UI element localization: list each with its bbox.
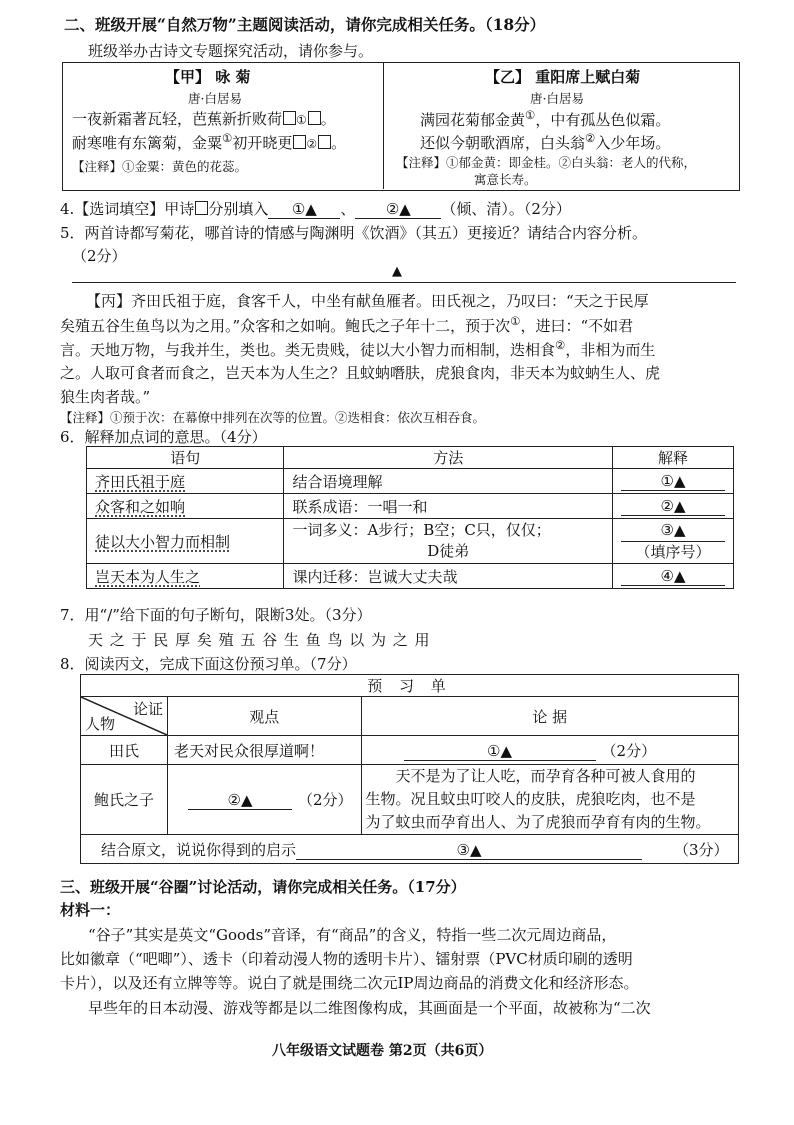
section3-p1-line2: 比如徽章（“吧唧”）、透卡（印着动漫人物的透明卡片）、镭射票（PVC材质印刷的透明	[60, 950, 633, 968]
passage-c-line3-a: 言。天地万物，与我并生，类也。类无贵贱，徒以大小智力而相制，迭相食	[60, 341, 556, 359]
q4-prefix: 4.【选词填空】甲诗	[60, 200, 195, 218]
poem-b-line1	[420, 108, 670, 130]
q8-row2-view[interactable]	[168, 765, 362, 835]
blank-box-icon	[283, 111, 296, 125]
q7-sentence[interactable]: 天 之 于 民 厚 矣 殖 五 谷 生 鱼 鸟 以 为 之 用	[88, 631, 431, 649]
blank-box-icon	[293, 135, 306, 149]
passage-c-line3-b: ，非相为而生	[565, 341, 656, 359]
question-4	[60, 198, 571, 219]
passage-c-line5: 狼生肉者哉。”	[60, 388, 151, 406]
q8-corner-top: 论证	[132, 700, 163, 718]
poem-b-title: 【乙】 重阳席上赋白菊	[485, 68, 641, 86]
q6-answer[interactable]: ④▲	[613, 564, 734, 589]
q4-blank-1[interactable]: ①▲	[268, 200, 340, 219]
poem-b-line2-b: 入少年场。	[595, 134, 671, 152]
q8-row1-view: 老天对民众很厚道啊！	[168, 736, 362, 765]
q6-answer[interactable]: ③▲ （填序号）	[613, 519, 734, 564]
poem-a-mark1: ①	[296, 113, 307, 127]
q6-header-method: 方法	[284, 447, 613, 469]
q6-sentence: 众客和之如响	[87, 494, 284, 519]
blank-box-icon	[308, 111, 321, 125]
q6-header-answer: 解释	[613, 447, 734, 469]
passage-c-line3-note: ②	[555, 338, 566, 352]
page-footer: 八年级语文试题卷 第2页（共6页）	[272, 1043, 493, 1059]
q8-blank-3[interactable]: ③▲	[296, 841, 642, 860]
poem-b-line2-a: 还似今朝歌酒席，白头翁	[420, 134, 586, 152]
q8-blank-2[interactable]: ②▲	[188, 791, 292, 810]
q6-table	[86, 446, 734, 589]
passage-c-line2-b: ，进曰：“不如君	[520, 317, 634, 335]
section3-material-label: 材料一：	[60, 901, 121, 919]
q6-method: 课内迁移：岂诚大丈夫哉	[284, 564, 613, 589]
section2-intro: 班级举办古诗文专题探究活动，请你参与。	[88, 42, 374, 60]
poem-a-line1-text: 一夜新霜著瓦轻，芭蕉新折败荷	[72, 110, 283, 128]
q4-mid: 分别填入	[208, 200, 269, 218]
q8-row2-evidence: 天不是为了让人吃，而孕育各种可被人食用的 生物。况且蚊虫叮咬人的皮肤，虎狼吃肉，也不是 为了蚊虫而孕育出人、为了虎狼而孕育有肉的生物。	[361, 765, 738, 835]
table-row	[81, 835, 739, 864]
q8-row1-evidence[interactable]	[361, 736, 738, 765]
question-8-title: 8．阅读丙文，完成下面这份预习单。（7分）	[60, 655, 357, 673]
passage-c-note: 【注释】①预于次：在幕僚中排列在次等的位置。②迭相食：依次互相吞食。	[60, 410, 486, 425]
q6-sentence: 岂天本为人生之	[87, 564, 284, 589]
poem-a-line2-note: ①	[222, 131, 233, 145]
q4-suffix: （倾、清）。（2分）	[441, 200, 571, 218]
q8-table-title: 预 习 单	[81, 675, 739, 697]
table-row	[87, 564, 734, 589]
poem-b-line2-note: ②	[585, 131, 596, 145]
section2-heading: 二、班级开展“自然万物”主题阅读活动，请你完成相关任务。（18分）	[64, 15, 546, 34]
q6-answer[interactable]: ①▲	[613, 469, 734, 494]
poem-a-line1	[72, 108, 336, 129]
question-7-title: 7．用“/”给下面的句子断句，限断3处。（3分）	[60, 606, 372, 624]
poem-a-line2	[72, 131, 346, 153]
passage-c-line2	[60, 314, 633, 336]
section3-heading: 三、班级开展“谷圈”讨论活动，请你完成相关任务。（17分）	[60, 878, 466, 896]
q6-header-sentence: 语句	[87, 447, 284, 469]
table-row	[87, 469, 734, 494]
passage-c-line1: 【丙】齐田氏祖于庭，食客千人，中坐有献鱼雁者。田氏视之，乃叹曰：“天之于民厚	[86, 292, 649, 310]
poem-a-line2-a: 耐寒唯有东篱菊，金粟	[72, 134, 223, 152]
table-row	[87, 494, 734, 519]
q6-answer[interactable]: ②▲	[613, 494, 734, 519]
q4-blank-2[interactable]: ②▲	[355, 200, 441, 219]
poem-b-line2	[420, 131, 670, 153]
poem-b-line1-a: 满园花菊郁金黄	[420, 111, 526, 129]
poem-a-line2-b: 初开晓更	[232, 134, 293, 152]
q8-row1-person: 田氏	[81, 736, 168, 765]
q8-corner-cell	[81, 697, 168, 736]
poem-divider	[383, 62, 384, 189]
q6-method: 结合语境理解	[284, 469, 613, 494]
q8-corner-bottom: 人物	[85, 715, 116, 733]
poem-a-title: 【甲】 咏 菊	[165, 68, 251, 86]
question-5-line1: 5．两首诗都写菊花，哪首诗的情感与陶渊明《饮酒》（其五）更接近？请结合内容分析。	[60, 224, 648, 242]
q8-row3-label: 结合原文，说说你得到的启示	[101, 840, 297, 859]
q8-row2-score: （2分）	[298, 791, 353, 809]
q8-row1-score: （2分）	[601, 741, 657, 760]
q8-row3-score: （3分）	[674, 840, 729, 859]
passage-c-line3	[60, 338, 655, 360]
q6-method: 联系成语：一唱一和	[284, 494, 613, 519]
section3-p1-line3: 卡片），以及还有立牌等等。说白了就是围绕二次元IP周边商品的消费文化和经济形态。	[60, 974, 639, 992]
poem-a-line1-end: 。	[320, 110, 336, 128]
q4-sep: 、	[340, 200, 356, 218]
blank-box-icon	[318, 135, 331, 149]
poem-a-note: 【注释】①金粟：黄色的花蕊。	[72, 159, 248, 174]
q6-sentence: 齐田氏祖于庭	[87, 469, 284, 494]
q8-col-view: 观点	[168, 697, 362, 736]
poem-b-author: 唐·白居易	[530, 91, 584, 106]
section3-p1-line1: “谷子”其实是英文“Goods”音译，有“商品”的含义，特指一些二次元周边商品，	[88, 926, 617, 944]
q8-blank-1[interactable]: ①▲	[404, 742, 596, 761]
q8-row3[interactable]	[81, 835, 739, 864]
poem-b-note2: 寓意长寿。	[474, 172, 537, 187]
poem-a-mark2: ②	[306, 137, 318, 151]
q6-sentence: 徒以大小智力而相制	[87, 519, 284, 564]
q8-col-evidence: 论 据	[361, 697, 738, 736]
table-row	[87, 519, 734, 564]
blank-box-icon	[195, 201, 208, 215]
section3-p2-line1: 早些年的日本动漫、游戏等都是以二维图像构成，其画面是一个平面，故被称为“二次	[88, 999, 651, 1017]
poem-b-line1-note: ①	[525, 108, 536, 122]
q5-answer-marker: ▲	[392, 264, 402, 279]
passage-c-line4: 之。人取可食者而食之，岂天本为人生之？且蚊蚋噆肤，虎狼食肉，非天本为蚊蚋生人、虎	[60, 364, 661, 382]
question-5-line2: （2分）	[72, 247, 127, 265]
table-row	[81, 736, 739, 765]
poem-b-line1-b: ，中有孤丛色似霜。	[535, 111, 671, 129]
q5-answer-line[interactable]	[72, 282, 736, 283]
passage-c-line2-a: 矣殖五谷生鱼鸟以为之用。”众客和之如响。鲍氏之子年十二，预于次	[60, 317, 511, 335]
question-6-title: 6．解释加点词的意思。（4分）	[60, 428, 267, 446]
poem-b-note1: 【注释】①郁金黄：即金桂。②白头翁：老人的代称，	[396, 155, 697, 170]
q8-row2-person: 鲍氏之子	[81, 765, 168, 835]
poem-a-line2-end: 。	[331, 134, 347, 152]
poem-a-author: 唐·白居易	[188, 91, 242, 106]
table-row	[81, 765, 739, 835]
passage-c-line2-note: ①	[510, 314, 521, 328]
q6-method: 一词多义：A步行；B空；C只，仅仅； D徒弟	[284, 519, 613, 564]
q8-table	[80, 674, 739, 864]
